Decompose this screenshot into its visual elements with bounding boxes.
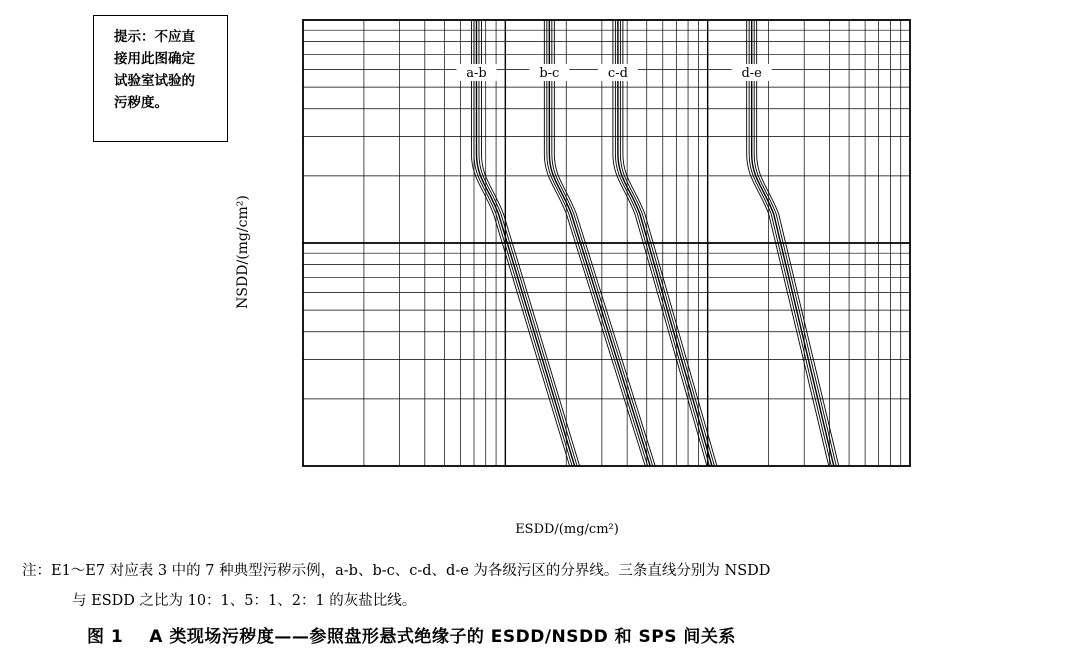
footnote-line-2: 与 ESDD 之比为 10：1、5：1、2：1 的灰盐比线。: [72, 593, 417, 609]
figure-number: 图 1: [87, 627, 124, 647]
y-axis-label: NSDD/(mg/cm²): [235, 195, 251, 309]
boundary-label: c-d: [607, 66, 628, 81]
note-box: [93, 15, 228, 142]
note-line: 提示：不应直: [114, 29, 195, 45]
boundary-label: a-b: [466, 66, 487, 81]
note-line: 污秽度。: [114, 95, 168, 111]
footnote: [22, 556, 770, 616]
boundary-label: d-e: [741, 66, 762, 81]
chart-labels: [456, 64, 771, 81]
note-line: 试验室试验的: [114, 73, 195, 89]
boundary-label: b-c: [539, 66, 560, 81]
figure-caption: [87, 622, 736, 647]
footnote-line-1: 注：E1～E7 对应表 3 中的 7 种典型污秽示例，a-b、b-c、c-d、d-e 为各级污区的分界线。三条直线分别为 NSDD: [22, 563, 771, 579]
note-line: 接用此图确定: [114, 51, 195, 67]
x-axis-label: ESDD/(mg/cm²): [515, 522, 619, 537]
grid: [303, 20, 910, 466]
figure-title: A 类现场污秽度——参照盘形悬式绝缘子的 ESDD/NSDD 和 SPS 间关系: [149, 627, 736, 647]
